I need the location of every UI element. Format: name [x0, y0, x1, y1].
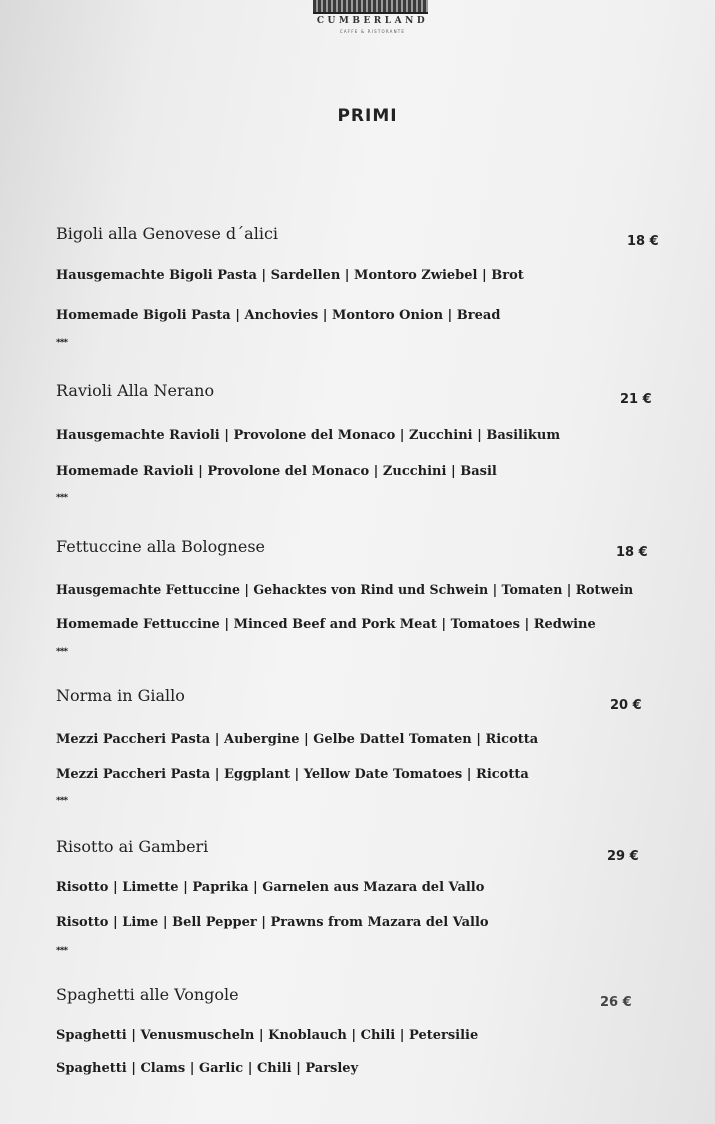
dish-description-de: Hausgemachte Bigoli Pasta | Sardellen | Montoro Zwiebel | Brot	[56, 268, 524, 283]
dish-price: 18 €	[616, 545, 648, 560]
logo-building-graphic	[313, 0, 428, 14]
dish-name: Risotto ai Gamberi	[56, 837, 209, 856]
dish-separator: ***	[56, 796, 68, 806]
dish-name: Ravioli Alla Nerano	[56, 381, 215, 400]
dish-description-en: Spaghetti | Clams | Garlic | Chili | Parsley	[56, 1061, 359, 1076]
section-title: PRIMI	[337, 106, 398, 126]
dish-price: 29 €	[607, 849, 639, 864]
dish-price: 21 €	[620, 392, 652, 407]
dish-description-de: Hausgemachte Ravioli | Provolone del Monaco | Zucchini | Basilikum	[56, 428, 561, 443]
dish-description-en: Mezzi Paccheri Pasta | Eggplant | Yellow Date Tomatoes | Ricotta	[56, 767, 529, 782]
dish-separator: ***	[56, 338, 68, 348]
dish-separator: ***	[56, 647, 68, 657]
dish-name: Fettuccine alla Bolognese	[56, 537, 265, 556]
dish-description-en: Homemade Bigoli Pasta | Anchovies | Montoro Onion | Bread	[56, 308, 501, 323]
dish-name: Bigoli alla Genovese d´alici	[56, 224, 279, 243]
dish-description-de: Spaghetti | Venusmuscheln | Knoblauch | Chili | Petersilie	[56, 1028, 479, 1043]
dish-description-en: Risotto | Lime | Bell Pepper | Prawns from Mazara del Vallo	[56, 915, 489, 930]
logo-subtitle: CAFFE & RISTORANTE	[339, 29, 406, 34]
dish-description-de: Hausgemachte Fettuccine | Gehacktes von Rind und Schwein | Tomaten | Rotwein	[56, 582, 634, 597]
restaurant-logo	[305, 0, 440, 40]
dish-description-de: Risotto | Limette | Paprika | Garnelen aus Mazara del Vallo	[56, 880, 485, 895]
logo-name: CUMBERLAND	[316, 16, 429, 26]
dish-name: Spaghetti alle Vongole	[56, 985, 239, 1004]
dish-price: 18 €	[627, 234, 659, 249]
dish-description-de: Mezzi Paccheri Pasta | Aubergine | Gelbe Dattel Tomaten | Ricotta	[56, 732, 539, 747]
dish-separator: ***	[56, 493, 68, 503]
dish-description-en: Homemade Ravioli | Provolone del Monaco | Zucchini | Basil	[56, 464, 497, 479]
dish-name: Norma in Giallo	[56, 686, 185, 705]
dish-price: 26 €	[600, 995, 632, 1010]
dish-price: 20 €	[610, 698, 642, 713]
dish-description-en: Homemade Fettuccine | Minced Beef and Pork Meat | Tomatoes | Redwine	[56, 617, 596, 632]
dish-separator: ***	[56, 946, 68, 956]
